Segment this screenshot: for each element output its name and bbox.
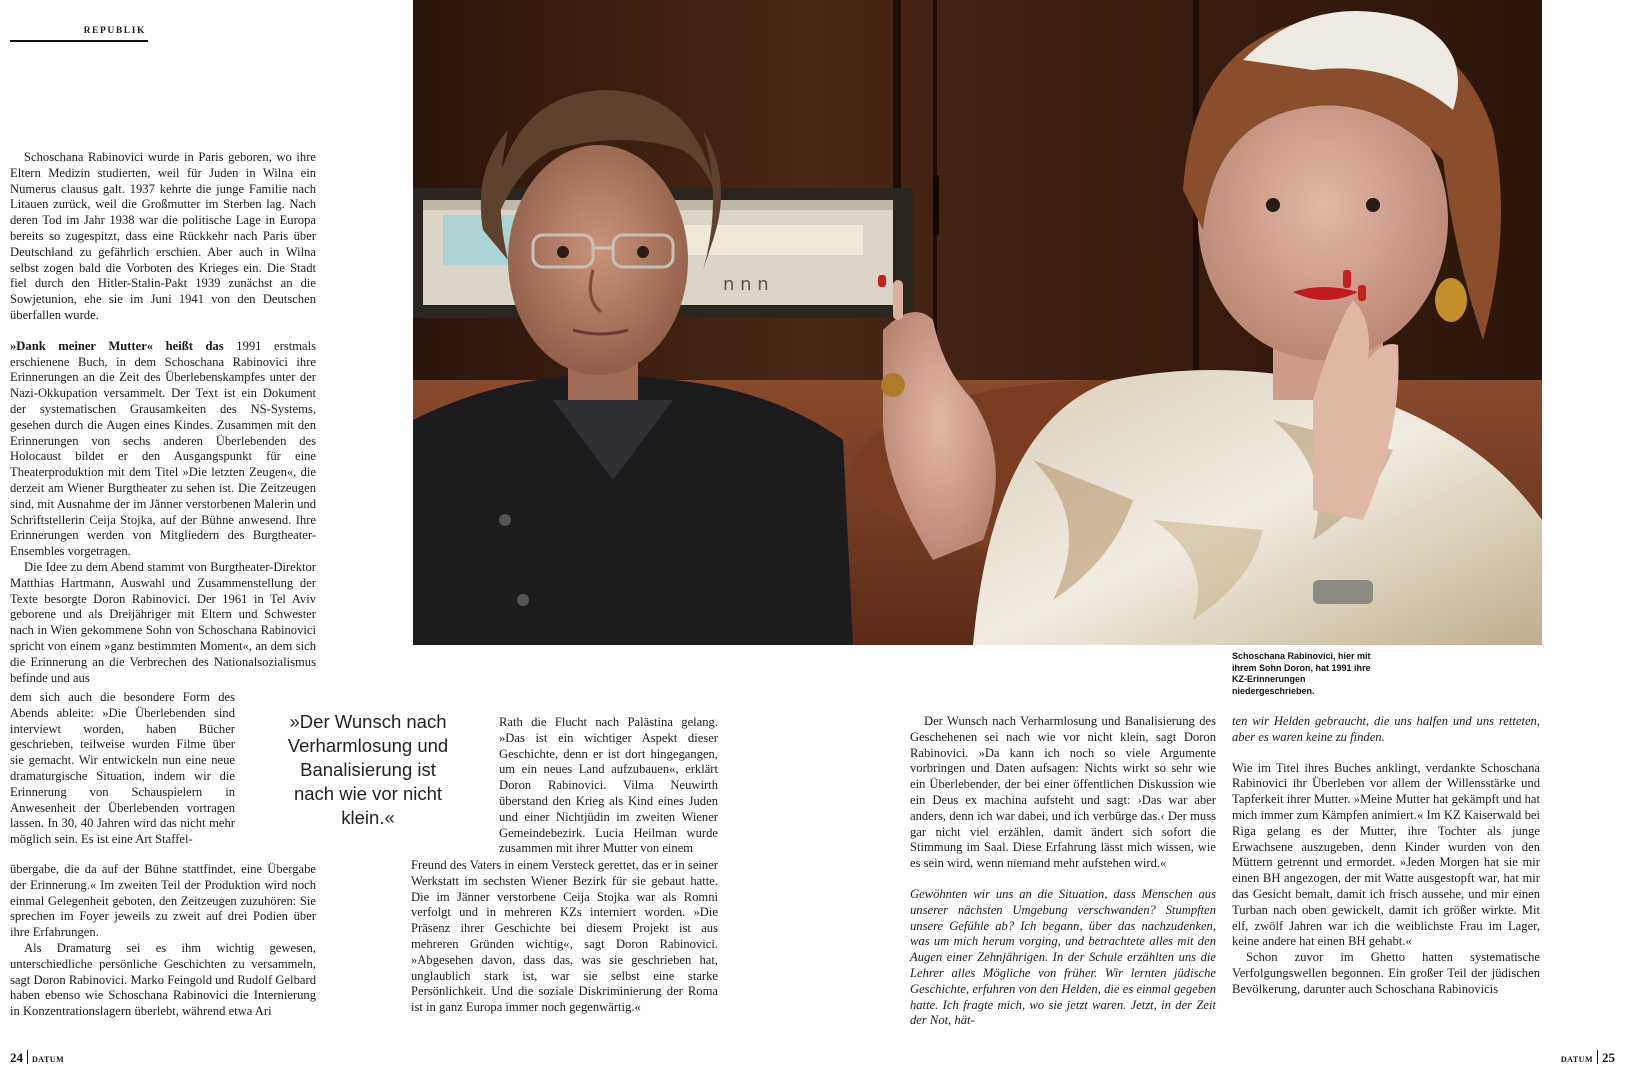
portrait-photo [413, 0, 1542, 645]
col3-paragraph-2: Gewöhnten wir uns an die Situation, dass Menschen aus unserer nächsten Umgebung verschwanden? Stumpften unsere Gefühle ab? Ich begann, über das nachzudenken, was um mich herum vorging, und betrachtete alles mit den Augen einer Zehnjährigen. In der Schule erzählten uns die Lehrer alles Mögliche von früher. Wir lernten jüdische Geschichte, erfuhren von den Helden, die es einmal gegeben hatte. Ich fragte mich, wo sie jetzt waren. Jetzt, in der Zeit der Not, hät- [910, 886, 1216, 1028]
footer-divider-right [1597, 1050, 1598, 1064]
col1-paragraph-2 [10, 339, 316, 560]
section-header [10, 24, 148, 42]
footer-right [1561, 1050, 1615, 1066]
col4-paragraph-3: Schon zuvor im Ghetto hatten systematische Verfolgungswellen begonnen. Ein großer Teil der jüdischen Bevölkerung, darunter auch Schoschana Rabinovicis [1232, 950, 1540, 996]
column-1-narrow [10, 690, 235, 848]
col1-paragraph-3-narrow: dem sich auch die besondere Form des Abends ableite: »Die Überlebenden sind interviewt worden, haben Bücher geschrieben, teilweise wurden Filme über sie gemacht. Wir entwickeln nun eine neue dramaturgische Situation, indem wir die Erinnerung von Schauspielern in Anwesenheit der Überlebenden vortragen lassen. In 30, 40 Jahren wird das nicht mehr möglich sein. Es ist eine Art Staffel- [10, 690, 235, 847]
col2-paragraph-wide: Freund des Vaters in einem Versteck gerettet, das er in seiner Werkstatt im sechsten Wiener Bezirk für sie gebaut hatte. Die im Jänner verstorbene Ceija Stojka war als Romni verfolgt und in mehreren KZs interniert worden. »Die Präsenz ihrer Geschichte bei diesem Projekt ist aus mehreren Gründen wichtig«, sagt Doron Rabinovici. »Abgesehen davon, dass das, was sie geschrieben hat, unglaublich stark ist, war sie selbst eine starke Persönlichkeit. Und die soziale Diskriminierung der Roma ist in ganz Europa immer noch gegenwärtig.« [411, 858, 718, 1015]
column-3 [910, 714, 1216, 1029]
photo-illustration [413, 0, 1542, 645]
col1-paragraph-1: Schoschana Rabinovici wurde in Paris geboren, wo ihre Eltern Medizin studierten, weil für Juden in Wilna ein Numerus clausus galt. 1937 kehrte die junge Familie nach Litauen zurück, weil die Großmutter im Sterben lag. Nach deren Tod im Jahr 1938 war die politische Lage in Europa bereits so zugespitzt, dass eine Rückkehr nach Paris über Deutschland zu gefährlich erschien. Aber auch in Wilna selbst zogen bald die Vorboten des Krieges ein. Die Stadt fiel durch den Hitler-Stalin-Pakt 1939 zunächst an die Sowjetunion, ehe sie im Juni 1941 von den Deutschen überfallen wurde. [10, 150, 316, 322]
photo-caption: Schoschana Rabinovici, hier mit ihrem Sohn Doron, hat 1991 ihre KZ-Erinnerungen niedergeschrieben. [1232, 651, 1371, 696]
col1-paragraph-4: Als Dramaturg sei es ihm wichtig gewesen, unterschiedliche persönliche Geschichten zu versammeln, sagt Doron Rabinovici. Marko Feingold und Rudolf Gelbard haben ebenso wie Schoschana Rabinovici die Internierung in Konzentrationslagern überlebt, während etwa Ari [10, 940, 316, 1019]
page-number-right: 25 [1602, 1050, 1615, 1065]
col1-paragraph-2-lead: »Dank meiner Mutter« heißt das [10, 338, 224, 353]
footer-left [10, 1050, 64, 1066]
col4-paragraph-1: ten wir Helden gebraucht, die uns halfen und uns retteten, aber es waren keine zu finden. [1232, 714, 1540, 744]
column-4 [1232, 714, 1540, 998]
col3-paragraph-1: Der Wunsch nach Verharmlosung und Banalisierung des Geschehenen sei nach wie vor nicht klein, sagt Doron Rabinovici. »Da kann ich noch so viele Argumente vorbringen und Daten aufsagen: Nichts wirkt so sehr wie ein Überlebender, der bei einer öffentlichen Diskussion wie ein Deus ex machina aufsteht und sagt: ›Das war aber anders, denn ich war dabei, und ich verbürge das.‹ Der muss gar nicht viel erzählen, damit ändert sich sofort die Stimmung im Saal. Diese Erfahrung lässt mich wissen, wie es sein wird, wenn niemand mehr aufstehen wird.« [910, 714, 1216, 871]
col2-paragraph-narrow: Rath die Flucht nach Palästina gelang. »Das ist ein wichtiger Aspekt dieser Geschichte, denn er ist dort hingegangen, um ein neues Land aufzubauen«, erklärt Doron Rabinovici. Vilma Neuwirth überstand den Krieg als Kind eines Juden und einer Nichtjüdin im zweiten Wiener Gemeindebezirk. Lucia Heilman wurde zusammen mit ihrer Mutter von einem [499, 715, 718, 856]
svg-text:n n n: n n n [723, 274, 769, 295]
footer-logo-left: DATUM [32, 1055, 65, 1064]
page-number-left: 24 [10, 1050, 23, 1065]
footer-divider-left [27, 1050, 28, 1064]
footer-logo-right: DATUM [1560, 1055, 1593, 1064]
column-2-wide [411, 858, 718, 1016]
col1-paragraph-3: Die Idee zu dem Abend stammt von Burgtheater-Direktor Matthias Hartmann, Auswahl und Zusammenstellung der Texte besorgte Doron Rabinovici. Der 1961 in Tel Aviv geborene und als Dreijähriger mit Eltern und Schwester nach in Wien gekommene Sohn von Schoschana Rabinovici spricht von einem »ganz bestimmten Moment«, an dem sich die Erinnerung an die Verbrechen des Nationalsozialismus befinde und aus [10, 559, 316, 685]
col4-paragraph-2: Wie im Titel ihres Buches anklingt, verdankte Schoschana Rabinovici ihr Überleben vor allem der Willensstärke und Tapferkeit ihrer Mutter. »Meine Mutter hat gekämpft und hat mich immer zum Kämpfen animiert.« Im KZ Kaiserwald bei Riga gelang es der Mutter, ihre Tochter als junge Erwachsene auszugeben, denn Kinder wurden von den Müttern getrennt und ermordet. »Jeden Morgen hat sie mir einen BH angezogen, der mit Watte ausgestopft war, hat mir das Gesicht bemalt, damit ich frisch aussehe, und mir einen Turban nach oben gewickelt, damit ich größer wirkte. Mit elf, zwölf Jahren war ich die weiblichste Frau im Lager, keine andere hat einen BH gehabt.« [1232, 760, 1540, 949]
pull-quote: »Der Wunsch nach Verharmlosung und Banalisierung ist nach wie vor nicht klein.« [287, 711, 449, 828]
column-1 [10, 150, 316, 686]
col1-paragraph-3-end: übergabe, die da auf der Bühne stattfindet, eine Übergabe der Erinnerung.« Im zweiten Teil der Produktion wird noch einmal Gelegenheit geboten, den Zeitzeugen zuzuhören: Sie sprechen im Foyer jeweils zu zweit auf drei Podien über ihre Erfahrungen. [10, 862, 316, 940]
column-2-narrow [499, 715, 718, 857]
column-1-lower [10, 862, 316, 1020]
section-label: REPUBLIK [83, 26, 146, 36]
col1-paragraph-2-text: 1991 erstmals erschienene Buch, in dem Schoschana Rabinovici ihre Erinnerungen an die Zeit des Überlebenskampfes unter der Nazi-Okkupation versammelt. Der Text ist ein Dokument der systematischen Grausamkeiten des NS-Systems, gesehen durch die Augen eines Kindes. Zusammen mit den Erinnerungen von sechs anderen Überlebenden des Holocaust bildet er den Ausgangspunkt für eine Theaterproduktion mit dem Titel »Die letzten Zeugen«, die derzeit am Wiener Burgtheater zu sehen ist. Die Zeitzeugen sind, mit Ausnahme der im Jänner verstorbenen Malerin und Schriftstellerin Ceija Stojka, auf der Bühne anwesend. Ihre Erinnerungen werden von Mitgliedern des Burgtheater-Ensembles vorgetragen. [10, 338, 316, 559]
